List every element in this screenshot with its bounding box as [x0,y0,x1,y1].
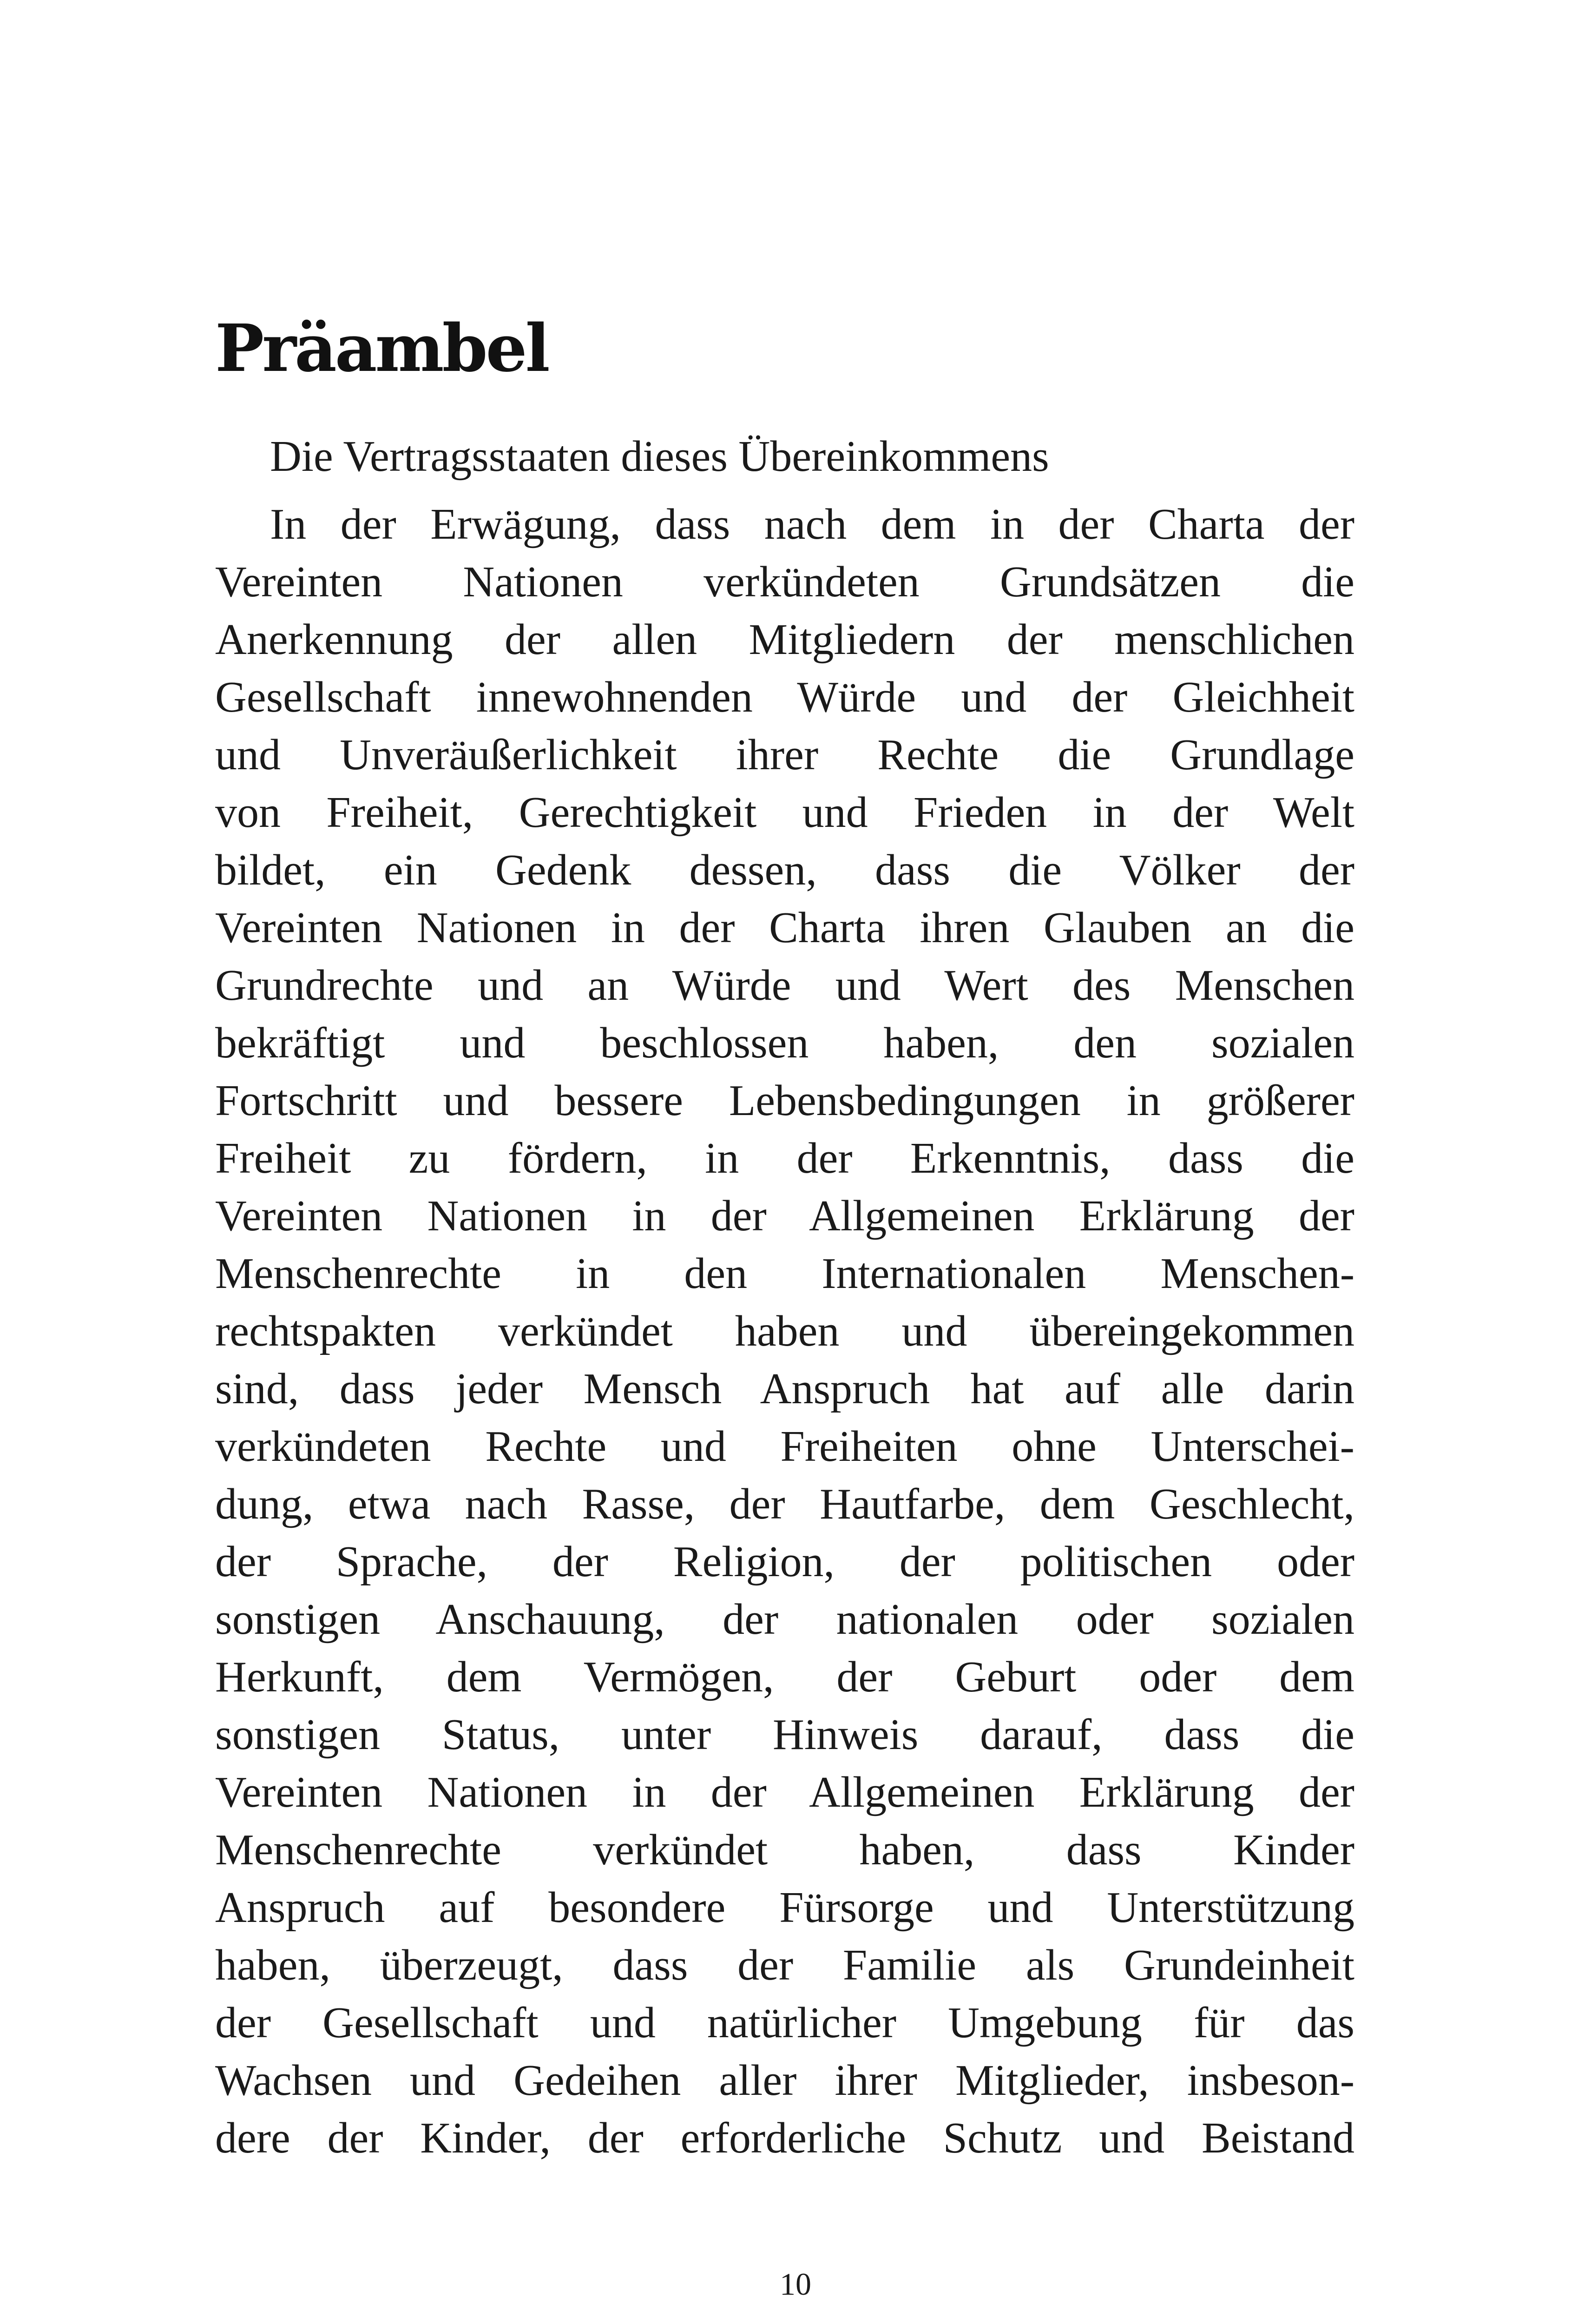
text-line: bekräftigt und beschlossen haben, den sozialen [215,1019,1354,1067]
text-line: Anspruch auf besondere Fürsorge und Unterstützung [215,1883,1354,1932]
text-line: verkündeten Rechte und Freiheiten ohne Unterschei- [215,1422,1354,1471]
text-line: Grundrechte und an Würde und Wert des Menschen [215,961,1354,1010]
page-number: 10 [780,2266,811,2302]
text-line: Fortschritt und bessere Lebensbedingungen in größerer [215,1076,1354,1125]
text-line: sonstigen Anschauung, der nationalen oder sozialen [215,1595,1354,1644]
text-line: bildet, ein Gedenk dessen, dass die Völker der [215,846,1354,894]
body-text [215,428,1354,2167]
text-line: und Unveräußerlichkeit ihrer Rechte die Grundlage [215,731,1354,779]
text-line: dere der Kinder, der erforderliche Schutz und Beistand [215,2114,1354,2162]
text-line: Anerkennung der allen Mitgliedern der menschlichen [215,615,1354,664]
text-line: Menschenrechte in den Internationalen Menschen- [215,1249,1354,1298]
text-line: sonstigen Status, unter Hinweis darauf, dass die [215,1710,1354,1759]
text-line: sind, dass jeder Mensch Anspruch hat auf alle darin [215,1365,1354,1413]
text-line: der Sprache, der Religion, der politischen oder [215,1538,1354,1586]
text-line: der Gesellschaft und natürlicher Umgebung für das [215,1999,1354,2047]
text-line: Vereinten Nationen verkündeten Grundsätzen die [215,558,1354,606]
text-line: Vereinten Nationen in der Allgemeinen Erklärung der [215,1768,1354,1816]
preamble-paragraph [215,495,1354,2167]
text-line: Herkunft, dem Vermögen, der Geburt oder dem [215,1653,1354,1701]
text-line: Vereinten Nationen in der Allgemeinen Erklärung der [215,1192,1354,1240]
text-line: Vereinten Nationen in der Charta ihren Glauben an die [215,904,1354,952]
text-line: Wachsen und Gedeihen aller ihrer Mitglieder, insbeson- [215,2056,1354,2105]
opening-line: Die Vertragsstaaten dieses Übereinkommens [270,432,1049,481]
text-line: In der Erwägung, dass nach dem in der Charta der [270,500,1354,548]
text-line: Gesellschaft innewohnenden Würde und der Gleichheit [215,673,1354,721]
text-line: von Freiheit, Gerechtigkeit und Frieden in der Welt [215,788,1354,837]
text-line: rechtspakten verkündet haben und übereingekommen [215,1307,1354,1355]
text-line: haben, überzeugt, dass der Familie als Grundeinheit [215,1941,1354,1989]
section-heading: Präambel [215,310,548,387]
text-line: Freiheit zu fördern, in der Erkenntnis, dass die [215,1134,1354,1182]
text-line: dung, etwa nach Rasse, der Hautfarbe, dem Geschlecht, [215,1480,1354,1528]
text-line: Menschenrechte verkündet haben, dass Kinder [215,1826,1354,1874]
